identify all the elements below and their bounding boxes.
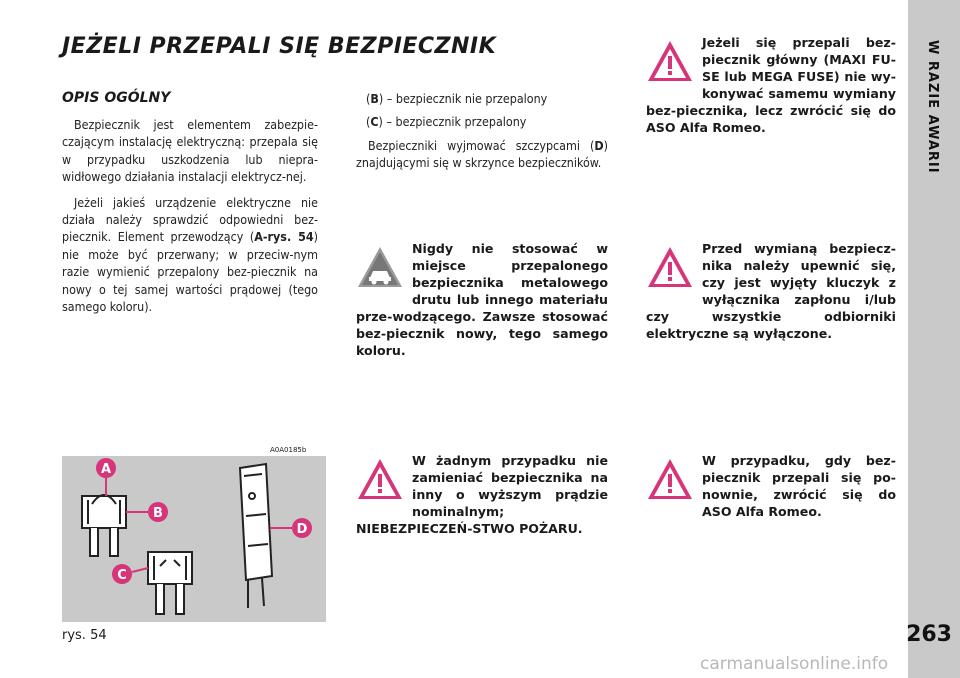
figure-label-a	[96, 458, 116, 478]
svg-text:D: D	[296, 522, 308, 537]
svg-text:A: A	[100, 462, 112, 477]
column-2	[356, 90, 608, 180]
warning-ignition-key	[646, 240, 896, 342]
page-number: 263	[906, 622, 952, 647]
warning-main-fuse	[646, 34, 896, 136]
warning-4-text: Przed wymianą bezpiecz-nika należy upewnić się, czy jest wyjęty kluczyk z wyłącznika zapłonu i/lub czy wszystkie odbiorniki elektryczne są wyłączone.	[646, 241, 896, 341]
fuse-blown	[148, 552, 192, 614]
column-1	[62, 116, 318, 323]
warning-3-text: Jeżeli się przepali bez-piecznik główny (MAXI FU-SE lub MEGA FUSE) nie wy-konywać samemu wymiany bez-piecznika, lecz zwrócić się do ASO Alfa Romeo.	[646, 35, 896, 135]
section-subtitle: OPIS OGÓLNY	[62, 90, 171, 106]
paragraph-1: Bezpiecznik jest elementem zabezpie-czającym instalację elektryczną: przepala się w przypadku uszkodzenia lub niepra-widłowego działania instalacji elektrycz-nej.	[62, 117, 318, 185]
warning-higher-current	[356, 452, 608, 537]
figure-code: A0A0185b	[270, 446, 307, 454]
exclamation-warning-icon	[356, 456, 404, 502]
exclamation-warning-icon	[646, 456, 694, 502]
figure-caption: rys. 54	[62, 628, 107, 643]
page-title: JEŻELI PRZEPALI SIĘ BEZPIECZNIK	[62, 34, 497, 59]
figure-reference: A-rys. 54	[254, 229, 314, 245]
warning-5-text: W przypadku, gdy bez-piecznik przepali się po-nownie, zwrócić się do ASO Alfa Romeo.	[702, 453, 896, 519]
watermark: carmanualsonline.info	[700, 654, 889, 674]
fuse-illustration	[62, 456, 326, 622]
line-b: (B) – bezpiecznik nie przepalony	[366, 91, 548, 106]
warning-repeated-blow	[646, 452, 896, 520]
warning-1-text: Nigdy nie stosować w miejsce przepalonego bezpiecznika metalowego drutu lub innego materiału prze-wodzącego. Zawsze stosować bez-piecznik nowy, tego samego koloru.	[356, 241, 608, 358]
line-c: (C) – bezpiecznik przepalony	[366, 114, 527, 130]
figure-label-b	[148, 502, 168, 522]
figure-label-c	[112, 564, 132, 584]
fuse-intact	[82, 495, 126, 556]
figure-label-d	[292, 518, 312, 538]
car-warning-icon	[356, 244, 404, 290]
svg-text:B: B	[153, 506, 163, 521]
exclamation-warning-icon	[646, 244, 694, 290]
section-title: W RAZIE AWARII	[925, 40, 940, 174]
pliers-tool	[240, 464, 272, 608]
warning-2-text: W żadnym przypadku nie zamieniać bezpiecznika na inny o wyższym prądzie nominalnym; NIEBEZPIECZEŃ-STWO POŻARU.	[356, 453, 608, 536]
fuse-figure	[62, 456, 326, 622]
warning-no-wire	[356, 240, 608, 359]
paragraph-2: Jeżeli jakieś urządzenie elektryczne nie działa należy sprawdzić odpowiedni bez-piecznik. Element przewodzący (A-rys. 54) nie może być przerwany; w przeciw-nym razie wymienić przepalony bez-piecznik na nowy o tej samej wartości prądowej (tego samego koloru).	[62, 194, 318, 315]
svg-text:C: C	[117, 568, 127, 583]
exclamation-warning-icon	[646, 38, 694, 84]
pliers-paragraph: Bezpieczniki wyjmować szczypcami (D) znajdującymi się w skrzynce bezpieczników.	[356, 137, 608, 171]
